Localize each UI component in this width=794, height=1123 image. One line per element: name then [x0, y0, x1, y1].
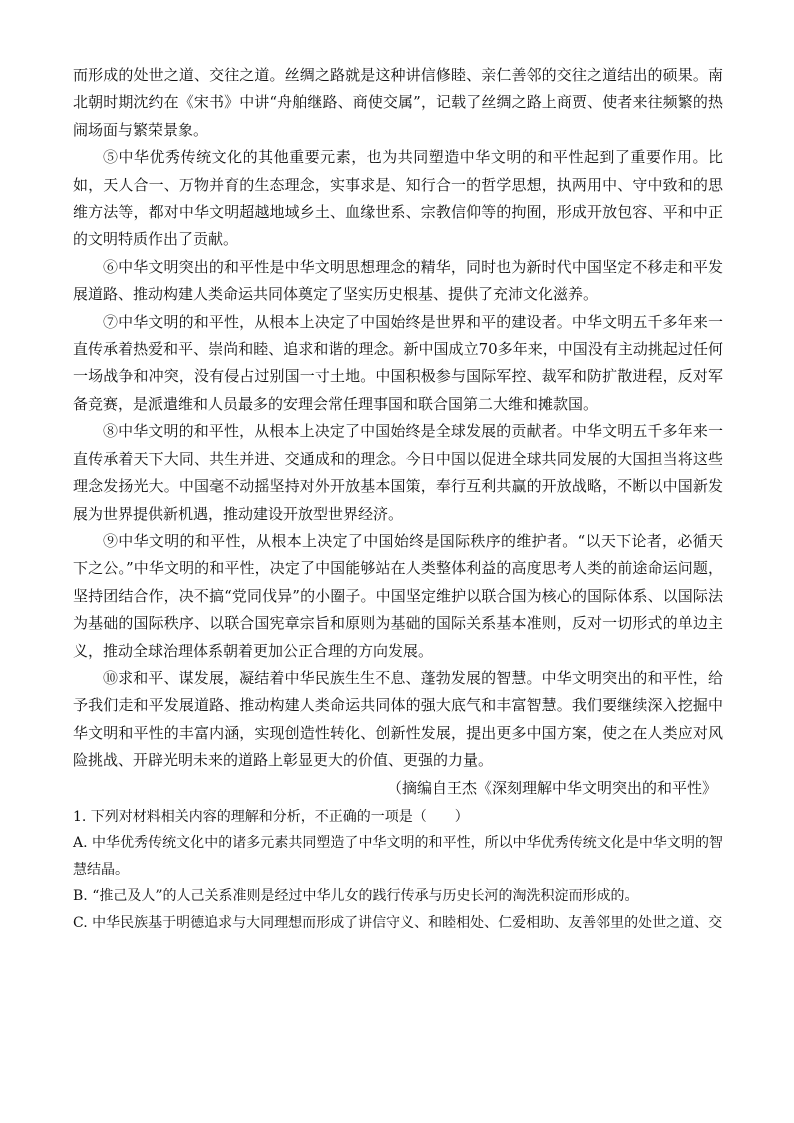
paragraph-continued: 而形成的处世之道、交往之道。丝绸之路就是这种讲信修睦、亲仁善邻的交往之道结出的硕果。南北朝时期沈约在《宋书》中讲“舟舶继路、商使交属”，记载了丝绸之路上商贾、使者来往频繁的热闹场面与繁荣景象。	[73, 66, 723, 139]
option-c: C. 中华民族基于明德追求与大同理想而形成了讲信守义、和睦相处、仁爱相助、友善邻里的处世之道、交	[73, 914, 723, 931]
question-block	[73, 804, 723, 936]
paragraph-9: ⑨中华文明的和平性，从根本上决定了中国始终是国际秩序的维护者。“以天下论者，必循天下之公。”中华文明的和平性，决定了中国能够站在人类整体利益的高度思考人类的前途命运问题，坚持团结合作，决不搞“党同伐异”的小圈子。中国坚定维护以联合国为核心的国际体系、以国际法为基础的国际秩序、以联合国宪章宗旨和原则为基础的国际关系基本准则，反对一切形式的单边主义，推动全球治理体系朝着更加公正合理的方向发展。	[73, 531, 723, 660]
option-b: B. “推己及人”的人己关系准则是经过中华儿女的践行传承与历史长河的淘洗积淀而形成的。	[73, 888, 639, 905]
source-citation: （摘编自王杰《深刻理解中华文明突出的和平性》	[386, 778, 717, 797]
document-page	[73, 62, 723, 936]
paragraph-10: ⑩求和平、谋发展，凝结着中华民族生生不息、蓬勃发展的智慧。中华文明突出的和平性，给予我们走和平发展道路、推动构建人类命运共同体的强大底气和丰富智慧。我们要继续深入挖掘中华文明和平性的丰富内涵，实现创造性转化、创新性发展，提出更多中国方案，使之在人类应对风险挑战、开辟光明未来的道路上彰显更大的价值、更强的力量。	[73, 668, 723, 770]
article-body	[73, 62, 723, 775]
question-stem: 1. 下列对材料相关内容的理解和分析，不正确的一项是（ ）	[73, 808, 469, 825]
paragraph-7: ⑦中华文明的和平性，从根本上决定了中国始终是世界和平的建设者。中华文明五千多年来一直传承着热爱和平、崇尚和睦、追求和谐的理念。新中国成立70多年来，中国没有主动挑起过任何一场战争和冲突，没有侵占过别国一寸土地。中国积极参与国际军控、裁军和防扩散进程，反对军备竞赛，是派遣维和人员最多的安理会常任理事国和联合国第二大维和摊款国。	[73, 312, 723, 413]
option-a: A. 中华优秀传统文化中的诸多元素共同塑造了中华文明的和平性，所以中华优秀传统文化是中华文明的智慧结晶。	[73, 835, 723, 878]
paragraph-6: ⑥中华文明突出的和平性是中华文明思想理念的精华，同时也为新时代中国坚定不移走和平发展道路、推动构建人类命运共同体奠定了坚实历史根基、提供了充沛文化滋养。	[73, 257, 723, 304]
paragraph-5: ⑤中华优秀传统文化的其他重要元素，也为共同塑造中华文明的和平性起到了重要作用。比如，天人合一、万物并育的生态理念，实事求是、知行合一的哲学思想，执两用中、守中致和的思维方法等，都对中华文明超越地域乡土、血缘世系、宗教信仰等的拘囿，形成开放包容、平和中正的文明特质作出了贡献。	[73, 148, 723, 249]
paragraph-8: ⑧中华文明的和平性，从根本上决定了中国始终是全球发展的贡献者。中华文明五千多年来一直传承着天下大同、共生并进、交通成和的理念。今日中国以促进全球共同发展的大国担当将这些理念发扬光大。中国毫不动摇坚持对外开放基本国策，奉行互利共赢的开放战略，不断以中国新发展为世界提供新机遇，推动建设开放型世界经济。	[73, 422, 723, 523]
